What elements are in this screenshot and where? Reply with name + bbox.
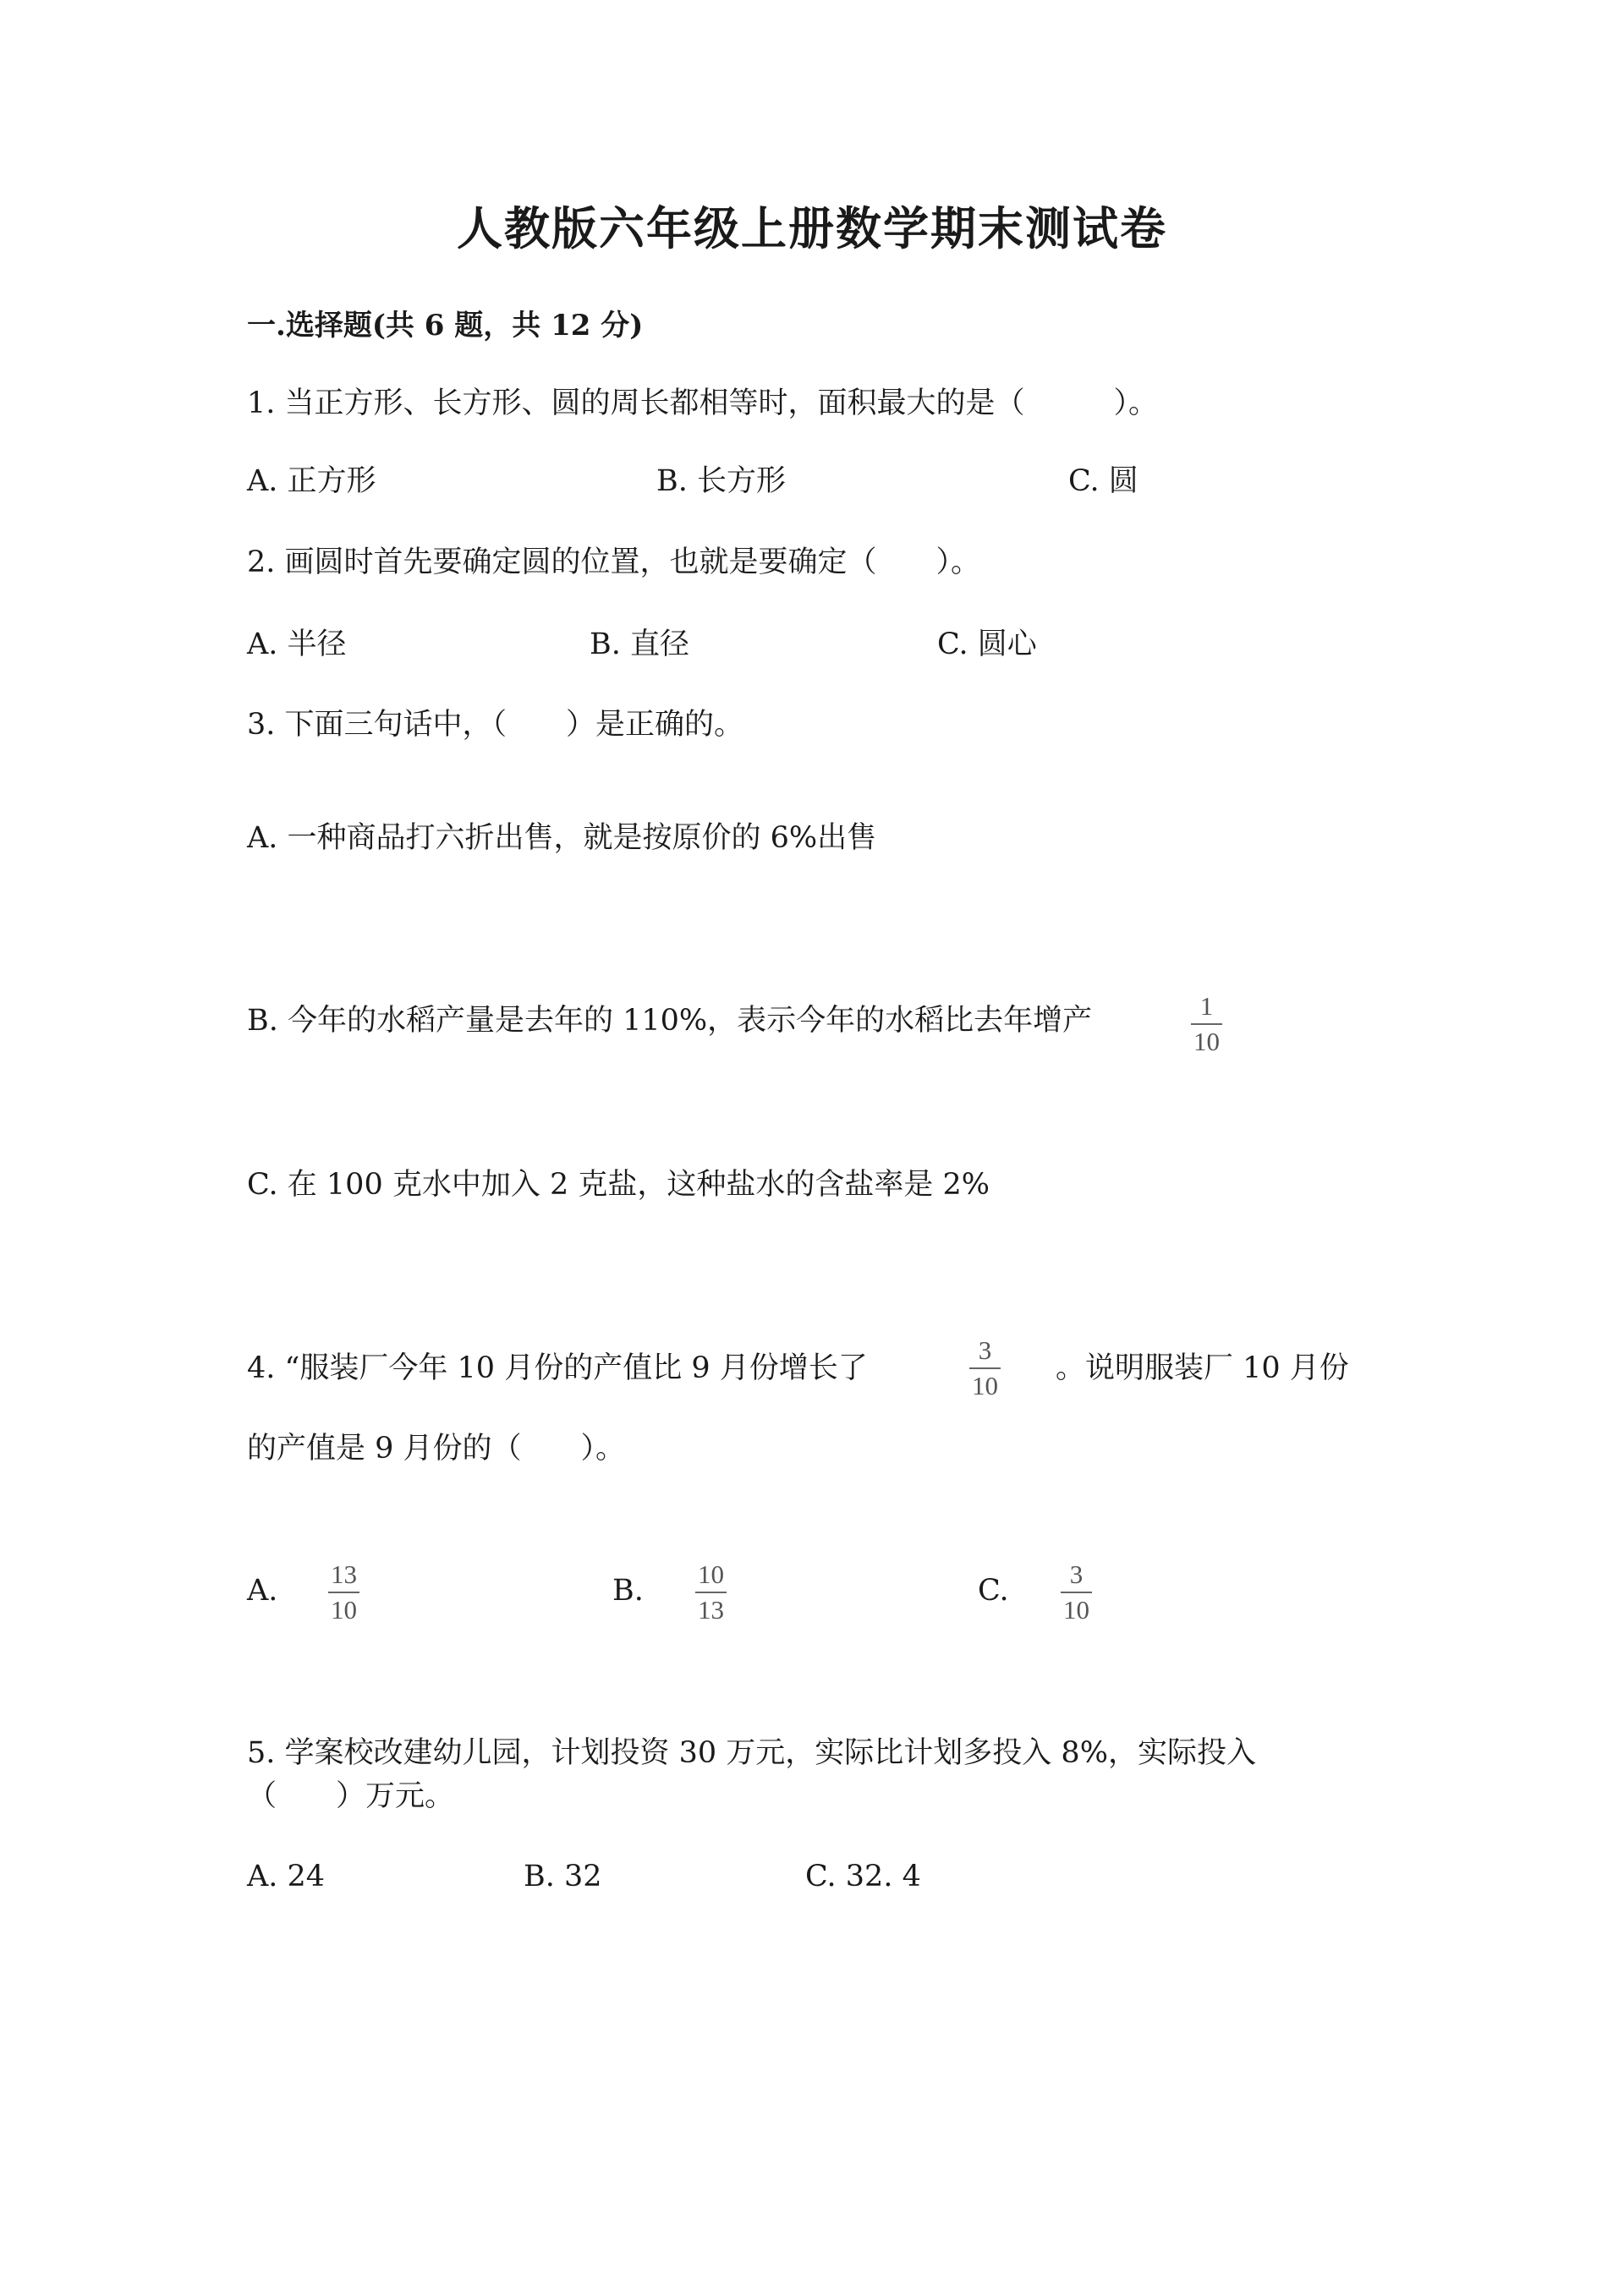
question-4-option-b-fraction — [695, 1560, 727, 1625]
fraction-denominator: 13 — [698, 1595, 724, 1625]
question-3-option-b: B. 今年的水稻产量是去年的 110%，表示今年的水稻比去年增产 — [247, 1004, 1093, 1038]
question-2-stem: 2. 画圆时首先要确定圆的位置，也就是要确定（ ）。 — [247, 545, 981, 579]
question-2-option-a: A. 半径 — [247, 627, 347, 661]
fraction-denominator: 10 — [972, 1371, 998, 1400]
question-1-stem: 1. 当正方形、长方形、圆的周长都相等时，面积最大的是（ ）。 — [247, 386, 1159, 420]
fraction-bar — [1061, 1592, 1092, 1593]
fraction-bar — [328, 1592, 359, 1593]
question-2-option-b: B. 直径 — [590, 627, 689, 661]
fraction-denominator: 10 — [331, 1595, 357, 1625]
page-title: 人教版六年级上册数学期末测试卷 — [457, 201, 1167, 255]
question-1-option-a: A. 正方形 — [247, 464, 376, 498]
fraction-denominator: 10 — [1063, 1595, 1089, 1625]
question-4-stem-line2: 的产值是 9 月份的（ ）。 — [247, 1432, 626, 1466]
fraction-numerator: 3 — [978, 1335, 992, 1365]
question-5-option-a: A. 24 — [247, 1860, 326, 1893]
question-1-option-c: C. 圆 — [1068, 464, 1138, 498]
question-5-option-c: C. 32. 4 — [805, 1860, 921, 1893]
question-2-option-c: C. 圆心 — [937, 627, 1037, 661]
fraction-numerator: 10 — [698, 1559, 724, 1589]
question-5-option-b: B. 32 — [524, 1860, 602, 1893]
fraction-denominator: 10 — [1193, 1027, 1220, 1056]
fraction-bar — [1191, 1023, 1222, 1025]
fraction-numerator: 13 — [331, 1559, 357, 1589]
fraction-numerator: 3 — [1069, 1559, 1084, 1589]
question-4-option-b-label: B. — [612, 1574, 644, 1608]
section-heading: 一.选择题(共 6 题，共 12 分) — [247, 309, 644, 342]
fraction-bar — [695, 1592, 727, 1593]
question-4-option-a-fraction — [328, 1560, 359, 1625]
question-4-option-c-fraction — [1061, 1560, 1092, 1625]
question-3-option-c: C. 在 100 克水中加入 2 克盐，这种盐水的含盐率是 2% — [247, 1168, 990, 1202]
fraction-numerator: 1 — [1199, 991, 1214, 1021]
fraction-bar — [969, 1367, 1001, 1369]
question-4-option-c-label: C. — [978, 1574, 1009, 1608]
question-4-stem-fraction — [969, 1336, 1001, 1400]
question-4-option-a-label: A. — [247, 1574, 278, 1608]
question-4-stem-part1: 4. “服装厂今年 10 月份的产值比 9 月份增长了 — [247, 1351, 868, 1385]
question-1-option-b: B. 长方形 — [656, 464, 786, 498]
question-5-stem-line2: （ ）万元。 — [247, 1779, 455, 1813]
question-4-stem-part2: 。说明服装厂 10 月份 — [1056, 1351, 1349, 1385]
question-5-stem-line1: 5. 学案校改建幼儿园，计划投资 30 万元，实际比计划多投入 8%，实际投入 — [247, 1736, 1256, 1770]
question-3-option-b-fraction — [1191, 992, 1222, 1056]
question-3-stem: 3. 下面三句话中，（ ）是正确的。 — [247, 708, 744, 742]
question-3-option-a: A. 一种商品打六折出售，就是按原价的 6%出售 — [247, 821, 877, 855]
